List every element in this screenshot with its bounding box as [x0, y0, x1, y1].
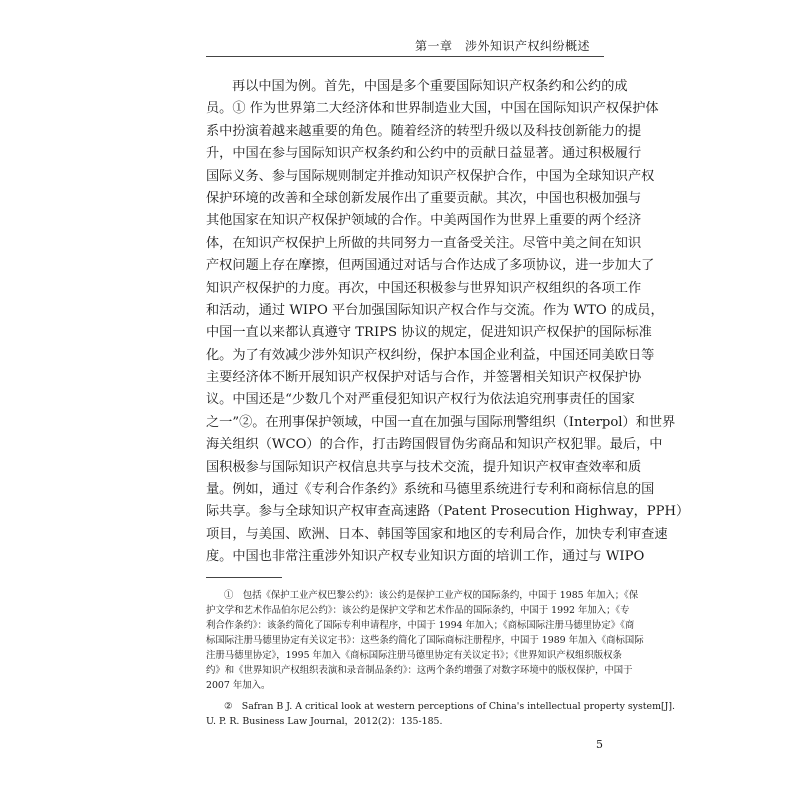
paragraph-line: 保护环境的改善和全球创新发展作出了重要贡献。其次，中国也积极加强与: [206, 190, 642, 206]
footnote-2-line: ② Safran B J. A critical look at western perceptions of China's intellectual property system[J].: [224, 701, 676, 712]
footnote-1-line: 护文学和艺术作品伯尔尼公约》：该公约是保护文学和艺术作品的国际条约，中国于 1992 年加入；《专: [206, 605, 630, 616]
footnotes: [206, 588, 676, 729]
paragraph-line: 际共享。参与全球知识产权审查高速路（Patent Prosecution Highway，PPH）: [206, 504, 690, 520]
paragraph-line: 员。① 作为世界第二大经济体和世界制造业大国，中国在国际知识产权保护体: [206, 101, 659, 117]
paragraph-line: 体，在知识产权保护上所做的共同努力一直备受关注。尽管中美之间在知识: [206, 235, 642, 251]
paragraph-line: 中国一直以来都认真遵守 TRIPS 协议的规定，促进知识产权保护的国际标准: [206, 325, 652, 341]
paragraph-line: 议。中国还是“少数几个对严重侵犯知识产权行为依法追究刑事责任的国家: [206, 392, 635, 408]
paragraph-line: 化。为了有效减少涉外知识产权纠纷，保护本国企业利益，中国还同美欧日等: [206, 347, 655, 363]
page-header: [0, 0, 800, 56]
paragraph-line: 产权问题上存在摩擦，但两国通过对话与合作达成了多项协议，进一步加大了: [206, 258, 655, 274]
footnote-1-line: 标国际注册马德里协定有关议定书》：这些条约简化了国际商标注册程序，中国于 1989 年加入《商标国际: [206, 635, 644, 646]
paragraph-line: 系中扮演着越来越重要的角色。随着经济的转型升级以及科技创新能力的提: [206, 123, 642, 139]
body-text: [206, 76, 690, 569]
paragraph-line: 和活动，通过 WIPO 平台加强国际知识产权合作与交流。作为 WTO 的成员，: [206, 302, 664, 318]
paragraph-line: 量。例如，通过《专利合作条约》系统和马德里系统进行专利和商标信息的国: [206, 482, 655, 498]
paragraph-line: 主要经济体不断开展知识产权保护对话与合作，并签署相关知识产权保护协: [206, 370, 642, 386]
paragraph-line: 项目，与美国、欧洲、日本、韩国等国家和地区的专利局合作，加快专利审查速: [206, 526, 668, 542]
header-rule: [206, 56, 604, 57]
footnote-rule: [206, 577, 282, 578]
paragraph-line: 度。中国也非常注重涉外知识产权专业知识方面的培训工作，通过与 WIPO: [206, 549, 645, 565]
footnote-1-line: 2007 年加入。: [206, 680, 271, 691]
footnote-1-line: 注册马德里协定》，1995 年加入《商标国际注册马德里协定有关议定书》；《世界知识产权组织版权条: [206, 650, 622, 661]
paragraph-line: 其他国家在知识产权保护领域的合作。中美两国作为世界上重要的两个经济: [206, 213, 642, 229]
paragraph-line: 海关组织（WCO）的合作，打击跨国假冒伪劣商品和知识产权犯罪。最后，中: [206, 437, 663, 453]
paragraph-line: 国积极参与国际知识产权信息共享与技术交流，提升知识产权审查效率和质: [206, 459, 642, 475]
paragraph-line: 之一”②。在刑事保护领域，中国一直在加强与国际刑警组织（Interpol）和世界: [206, 414, 676, 430]
footnote-1-line: 利合作条约》：该条约简化了国际专利申请程序，中国于 1994 年加入；《商标国际注册马德里协定》《商: [206, 620, 635, 631]
running-head: 第一章 涉外知识产权纠纷概述: [414, 39, 590, 53]
paragraph-line: 再以中国为例。首先，中国是多个重要国际知识产权条约和公约的成: [232, 79, 628, 94]
paragraph-line: 升，中国在参与国际知识产权条约和公约中的贡献日益显著。通过积极履行: [206, 146, 642, 162]
page-number: 5: [596, 738, 603, 751]
paragraph-line: 知识产权保护的力度。再次，中国还积极参与世界知识产权组织的各项工作: [206, 280, 642, 296]
paragraph-line: 国际义务、参与国际规则制定并推动知识产权保护合作，中国为全球知识产权: [206, 168, 655, 184]
footnote-1-line: 约》和《世界知识产权组织表演和录音制品条约》：这两个条约增强了对数字环境中的版权保护，中国于: [206, 665, 633, 676]
footnote-2-line: U. P. R. Business Law Journal，2012(2)：135-185.: [206, 716, 443, 727]
footnote-1-line: ① 包括《保护工业产权巴黎公约》：该公约是保护工业产权的国际条约，中国于 1985 年加入；《保: [224, 590, 639, 601]
